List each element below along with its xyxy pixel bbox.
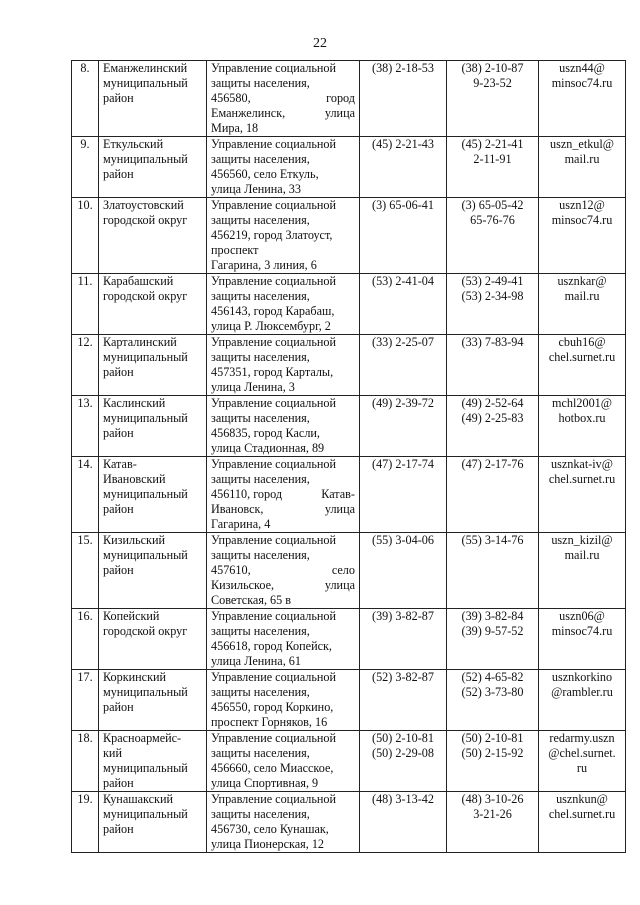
district-line: Кунашакский (103, 792, 174, 806)
fax-number: (52) 3-73-80 (461, 685, 524, 699)
address-line: Управление социальной (211, 533, 337, 547)
table-row (72, 457, 626, 533)
district-line: муниципальный (103, 685, 188, 699)
fax-number: (38) 2-10-87 (461, 61, 524, 75)
district-cell (99, 396, 207, 457)
email-address: usznkun@ (556, 792, 608, 806)
district-cell (99, 137, 207, 198)
table-row (72, 335, 626, 396)
district-line: Коркинский (103, 670, 167, 684)
row-number: 11. (72, 274, 99, 335)
address-line: Управление социальной (211, 792, 337, 806)
address-cell (207, 198, 360, 274)
email-address: uszn12@ (559, 198, 605, 212)
address-line: защиты населения, (211, 152, 310, 166)
address-line: защиты населения, (211, 472, 310, 486)
address-line: Ивановск, улица (211, 502, 355, 516)
district-line: муниципальный (103, 807, 188, 821)
phone-cell (360, 137, 447, 198)
table-row (72, 396, 626, 457)
email-address: chel.surnet.ru (548, 807, 616, 821)
district-line: Карталинский (103, 335, 177, 349)
email-address: @chel.surnet. (548, 746, 616, 760)
district-line: Карабашский (103, 274, 174, 288)
table-row (72, 198, 626, 274)
address-cell (207, 137, 360, 198)
address-cell (207, 609, 360, 670)
district-line: Каслинский (103, 396, 166, 410)
phone-cell (360, 731, 447, 792)
address-line: 457610, село (211, 563, 355, 577)
district-cell (99, 198, 207, 274)
fax-number: (53) 2-34-98 (461, 289, 524, 303)
address-line: защиты населения, (211, 289, 310, 303)
address-line: Управление социальной (211, 396, 337, 410)
address-line: защиты населения, (211, 76, 310, 90)
district-cell (99, 731, 207, 792)
email-cell (539, 137, 626, 198)
address-line: защиты населения, (211, 807, 310, 821)
district-line: муниципальный (103, 152, 188, 166)
address-line: 456560, село Еткуль, (211, 167, 319, 181)
address-line: 456618, город Копейск, (211, 639, 332, 653)
district-line: Еманжелинский (103, 61, 188, 75)
row-number: 8. (72, 61, 99, 137)
district-line: район (103, 563, 134, 577)
phone-cell (360, 670, 447, 731)
email-cell (539, 198, 626, 274)
phone-number: (39) 3-82-87 (372, 609, 434, 623)
district-line: район (103, 365, 134, 379)
address-cell (207, 792, 360, 853)
address-line: Управление социальной (211, 198, 337, 212)
address-line: проспект (211, 243, 259, 257)
fax-number: 2-11-91 (473, 152, 512, 166)
phone-number: (52) 3-82-87 (372, 670, 434, 684)
fax-number: (52) 4-65-82 (461, 670, 524, 684)
district-line: муниципальный (103, 76, 188, 90)
row-number: 13. (72, 396, 99, 457)
fax-number: (47) 2-17-76 (461, 457, 524, 471)
address-cell (207, 731, 360, 792)
address-line: проспект Горняков, 16 (211, 715, 328, 729)
district-line: район (103, 91, 134, 105)
phone-cell (360, 61, 447, 137)
address-line: 456550, город Коркино, (211, 700, 334, 714)
email-address: minsoc74.ru (551, 76, 613, 90)
phone-number: (55) 3-04-06 (372, 533, 434, 547)
district-line: Златоустовский (103, 198, 184, 212)
table-row (72, 137, 626, 198)
row-number: 15. (72, 533, 99, 609)
address-line: Еманжелинск, улица (211, 106, 355, 120)
table-body (72, 61, 626, 853)
district-cell (99, 335, 207, 396)
fax-number: (33) 7-83-94 (461, 335, 524, 349)
email-address: hotbox.ru (558, 411, 606, 425)
table-row (72, 533, 626, 609)
phone-number: (48) 3-13-42 (372, 792, 434, 806)
email-cell (539, 396, 626, 457)
email-address: minsoc74.ru (551, 213, 613, 227)
address-line: Управление социальной (211, 335, 337, 349)
email-address: redarmy.uszn (549, 731, 615, 745)
email-cell (539, 457, 626, 533)
district-line: Ивановский (103, 472, 166, 486)
address-line: Гагарина, 3 линия, 6 (211, 258, 317, 272)
address-line: защиты населения, (211, 548, 310, 562)
address-line: улица Спортивная, 9 (211, 776, 319, 790)
district-cell (99, 670, 207, 731)
district-line: Кизильский (103, 533, 166, 547)
row-number: 12. (72, 335, 99, 396)
table-row (72, 670, 626, 731)
phone-cell (360, 396, 447, 457)
email-address: mail.ru (564, 548, 600, 562)
address-cell (207, 335, 360, 396)
email-address: uszn06@ (559, 609, 605, 623)
address-cell (207, 533, 360, 609)
email-address: uszn44@ (559, 61, 605, 75)
row-number: 19. (72, 792, 99, 853)
address-line: Кизильское, улица (211, 578, 355, 592)
email-address: cbuh16@ (558, 335, 606, 349)
email-cell (539, 335, 626, 396)
address-line: защиты населения, (211, 213, 310, 227)
address-line: 456110, город Катав- (211, 487, 355, 501)
fax-cell (447, 792, 539, 853)
fax-cell (447, 670, 539, 731)
email-address: mail.ru (564, 152, 600, 166)
email-address: usznkat-iv@ (551, 457, 613, 471)
fax-number: (55) 3-14-76 (461, 533, 524, 547)
phone-cell (360, 335, 447, 396)
address-line: 456143, город Карабаш, (211, 304, 335, 318)
email-cell (539, 609, 626, 670)
email-address: mail.ru (564, 289, 600, 303)
district-line: Еткульский (103, 137, 164, 151)
address-line: защиты населения, (211, 685, 310, 699)
district-line: городской округ (103, 624, 188, 638)
fax-cell (447, 61, 539, 137)
address-cell (207, 457, 360, 533)
fax-number: (39) 9-57-52 (461, 624, 524, 638)
fax-number: (45) 2-21-41 (461, 137, 524, 151)
fax-cell (447, 731, 539, 792)
address-line: Управление социальной (211, 61, 337, 75)
fax-number: 3-21-26 (473, 807, 512, 821)
fax-number: (53) 2-49-41 (461, 274, 524, 288)
phone-number: (50) 2-29-08 (372, 746, 434, 760)
fax-cell (447, 609, 539, 670)
district-line: Красноармейс- (103, 731, 182, 745)
row-number: 16. (72, 609, 99, 670)
address-line: Управление социальной (211, 137, 337, 151)
phone-cell (360, 792, 447, 853)
address-cell (207, 274, 360, 335)
fax-cell (447, 137, 539, 198)
district-line: муниципальный (103, 411, 188, 425)
address-line: Управление социальной (211, 731, 337, 745)
address-line: защиты населения, (211, 411, 310, 425)
address-line: 456660, село Миасское, (211, 761, 334, 775)
district-line: район (103, 426, 134, 440)
table-row (72, 731, 626, 792)
district-line: муниципальный (103, 487, 188, 501)
address-line: 457351, город Карталы, (211, 365, 334, 379)
district-line: район (103, 167, 134, 181)
fax-number: (49) 2-25-83 (461, 411, 524, 425)
email-address: mchl2001@ (552, 396, 612, 410)
address-line: улица Стадионная, 89 (211, 441, 325, 455)
address-line: Советская, 65 в (211, 593, 292, 607)
email-cell (539, 61, 626, 137)
address-line: Управление социальной (211, 670, 337, 684)
district-cell (99, 609, 207, 670)
phone-number: (50) 2-10-81 (372, 731, 434, 745)
address-line: Управление социальной (211, 457, 337, 471)
fax-cell (447, 198, 539, 274)
email-address: uszn_etkul@ (549, 137, 615, 151)
fax-cell (447, 396, 539, 457)
district-cell (99, 274, 207, 335)
address-line: улица Р. Люксембург, 2 (211, 319, 331, 333)
email-cell (539, 792, 626, 853)
row-number: 10. (72, 198, 99, 274)
fax-number: (48) 3-10-26 (461, 792, 524, 806)
fax-cell (447, 335, 539, 396)
email-address: uszn_kizil@ (551, 533, 613, 547)
phone-number: (47) 2-17-74 (372, 457, 434, 471)
address-line: улица Пионерская, 12 (211, 837, 325, 851)
district-line: район (103, 502, 134, 516)
fax-number: (50) 2-10-81 (461, 731, 524, 745)
email-address: chel.surnet.ru (548, 472, 616, 486)
row-number: 14. (72, 457, 99, 533)
fax-number: (50) 2-15-92 (461, 746, 524, 760)
address-line: Гагарина, 4 (211, 517, 271, 531)
phone-cell (360, 457, 447, 533)
district-line: городской округ (103, 289, 188, 303)
phone-cell (360, 274, 447, 335)
district-line: городской округ (103, 213, 188, 227)
district-line: кий (103, 746, 122, 760)
phone-number: (33) 2-25-07 (372, 335, 434, 349)
email-address: @rambler.ru (551, 685, 613, 699)
address-line: улица Ленина, 61 (211, 654, 301, 668)
email-cell (539, 533, 626, 609)
email-address: minsoc74.ru (551, 624, 613, 638)
district-cell (99, 61, 207, 137)
phone-number: (53) 2-41-04 (372, 274, 434, 288)
table-row (72, 274, 626, 335)
table-row (72, 792, 626, 853)
fax-cell (447, 274, 539, 335)
social-protection-directory-table (71, 60, 626, 853)
table-row (72, 61, 626, 137)
fax-number: (49) 2-52-64 (461, 396, 524, 410)
address-line: 456219, город Златоуст, (211, 228, 333, 242)
district-cell (99, 533, 207, 609)
address-cell (207, 61, 360, 137)
district-line: Катав- (103, 457, 137, 471)
district-line: муниципальный (103, 350, 188, 364)
address-line: защиты населения, (211, 746, 310, 760)
address-line: Мира, 18 (211, 121, 259, 135)
phone-cell (360, 533, 447, 609)
fax-number: (39) 3-82-84 (461, 609, 524, 623)
fax-cell (447, 457, 539, 533)
fax-number: (3) 65-05-42 (461, 198, 524, 212)
district-line: район (103, 776, 134, 790)
email-cell (539, 670, 626, 731)
email-address: usznkar@ (557, 274, 607, 288)
row-number: 17. (72, 670, 99, 731)
district-line: район (103, 700, 134, 714)
fax-cell (447, 533, 539, 609)
district-line: муниципальный (103, 548, 188, 562)
address-line: защиты населения, (211, 624, 310, 638)
fax-number: 9-23-52 (473, 76, 512, 90)
email-cell (539, 274, 626, 335)
address-line: защиты населения, (211, 350, 310, 364)
phone-number: (45) 2-21-43 (372, 137, 434, 151)
address-line: 456730, село Кунашак, (211, 822, 329, 836)
phone-number: (38) 2-18-53 (372, 61, 434, 75)
address-cell (207, 670, 360, 731)
table-row (72, 609, 626, 670)
page-number: 22 (313, 36, 327, 51)
fax-number: 65-76-76 (470, 213, 515, 227)
district-cell (99, 792, 207, 853)
email-address: ru (576, 761, 588, 775)
row-number: 18. (72, 731, 99, 792)
phone-number: (3) 65-06-41 (372, 198, 434, 212)
district-cell (99, 457, 207, 533)
address-line: улица Ленина, 33 (211, 182, 301, 196)
district-line: Копейский (103, 609, 160, 623)
email-address: chel.surnet.ru (548, 350, 616, 364)
district-line: район (103, 822, 134, 836)
address-cell (207, 396, 360, 457)
row-number: 9. (72, 137, 99, 198)
address-line: Управление социальной (211, 609, 337, 623)
phone-cell (360, 609, 447, 670)
address-line: улица Ленина, 3 (211, 380, 295, 394)
phone-number: (49) 2-39-72 (372, 396, 434, 410)
phone-cell (360, 198, 447, 274)
address-line: 456835, город Касли, (211, 426, 320, 440)
email-address: usznkorkino (551, 670, 613, 684)
email-cell (539, 731, 626, 792)
address-line: 456580, город (211, 91, 355, 105)
district-line: муниципальный (103, 761, 188, 775)
address-line: Управление социальной (211, 274, 337, 288)
